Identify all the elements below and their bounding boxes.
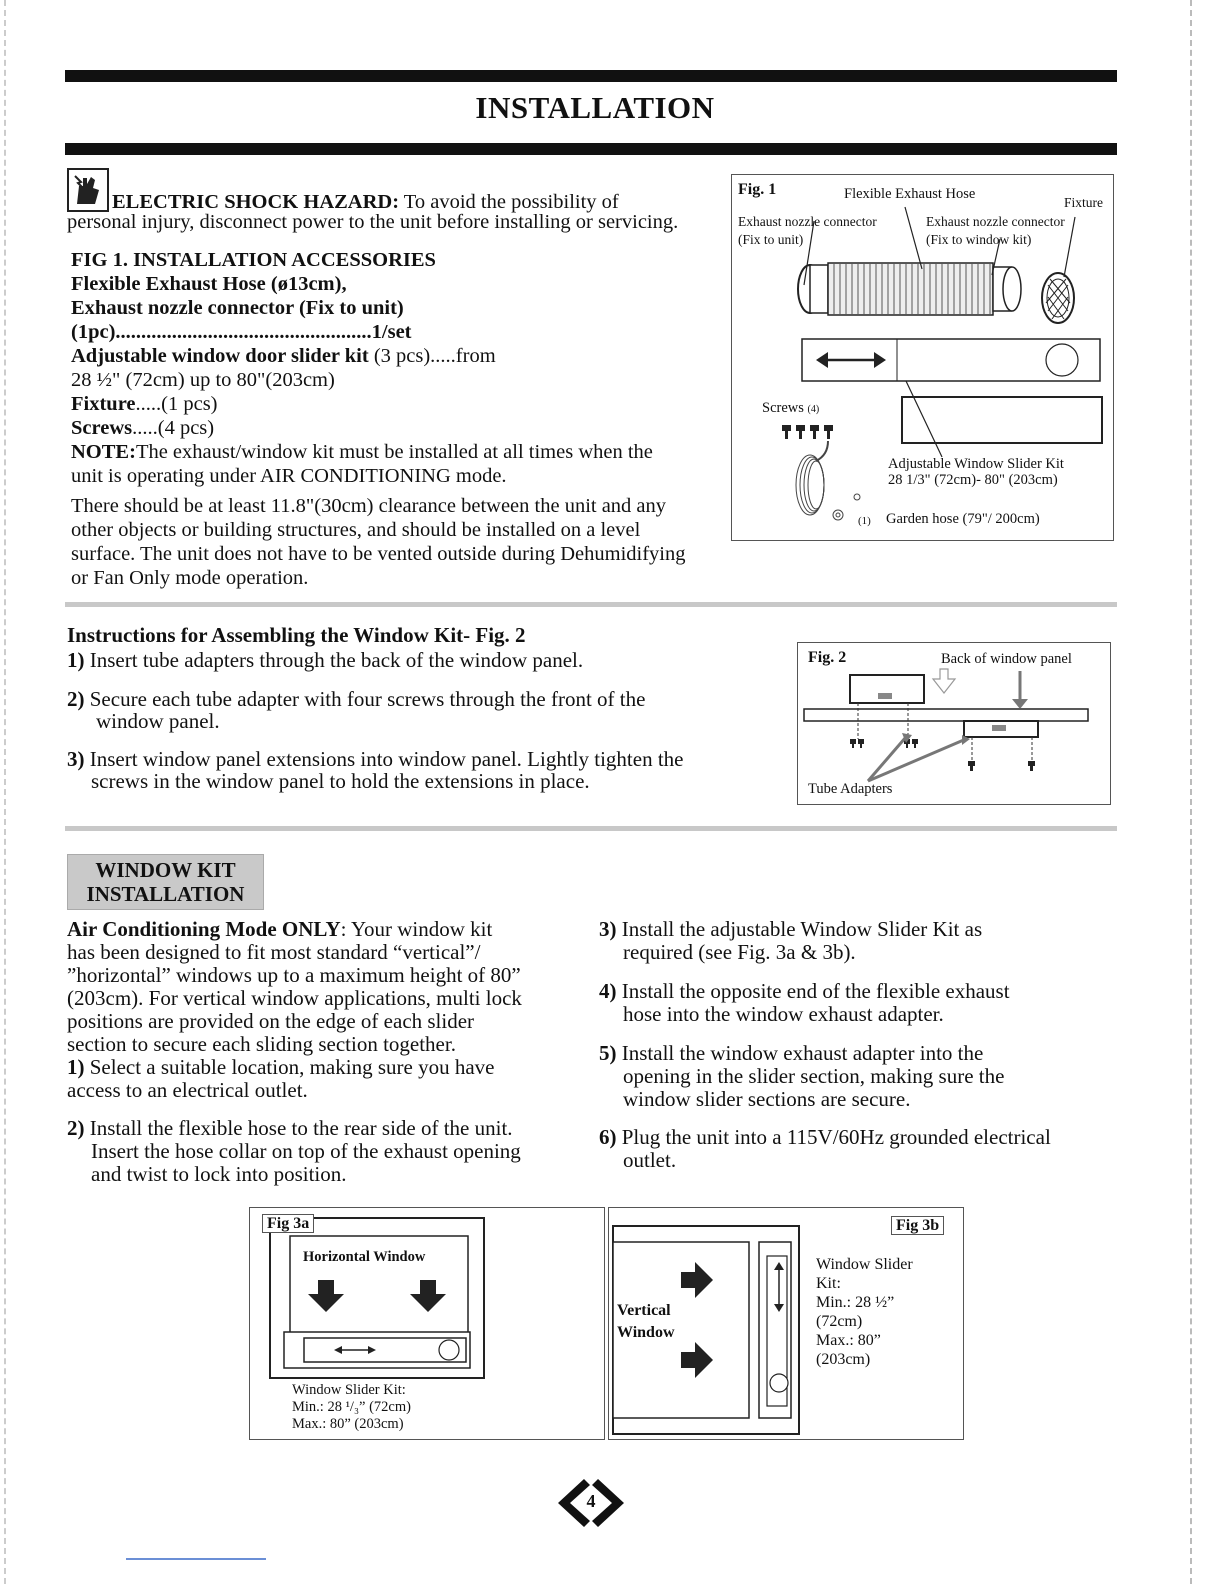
- fig3b-title: [617, 1300, 675, 1344]
- step-number: 3): [599, 917, 617, 941]
- step-line: and twist to lock into position.: [91, 1162, 347, 1186]
- fig1-nozzle-unit-label: Exhaust nozzle connector: [738, 214, 877, 229]
- accessory-nozzle-qty: (1pc)..................................................1/set: [71, 321, 412, 343]
- page-edge-right: [1190, 0, 1192, 1584]
- fig3b-label: Fig 3b: [891, 1216, 944, 1235]
- page-edge-left: [4, 0, 6, 1584]
- fig3b-kit-line: Window Slider: [816, 1256, 913, 1273]
- hazard-text: To avoid the possibility of: [399, 191, 619, 213]
- garden-hose-icon: [796, 441, 860, 520]
- assembly-step-2: [67, 688, 645, 711]
- fig2-tube-adapters-label: Tube Adapters: [808, 781, 893, 797]
- window-kit-heading-line2: INSTALLATION: [86, 882, 245, 906]
- top-rule: [65, 70, 1117, 82]
- intro-line: section to secure each sliding section together.: [67, 1032, 456, 1056]
- fig1-fixture-label: Fixture: [1064, 195, 1103, 210]
- step-text: Plug the unit into a 115V/60Hz grounded electrical: [616, 1125, 1051, 1149]
- fig3a-title: Horizontal Window: [303, 1249, 426, 1265]
- assembly-heading: Instructions for Assembling the Window Kit- Fig. 2: [67, 623, 526, 647]
- step-number: 1): [67, 1055, 85, 1079]
- assembly-step-3: [67, 748, 683, 771]
- fixture-label: Fixture: [71, 393, 136, 415]
- section-divider: [65, 602, 1117, 607]
- step-number: 5): [599, 1041, 617, 1065]
- electric-shock-warning-icon: [67, 168, 109, 212]
- flexible-hose-icon: [798, 263, 1021, 315]
- step-line: hose into the window exhaust adapter.: [623, 1002, 944, 1026]
- window-kit-step-3: [599, 918, 982, 941]
- step-text: Install the window exhaust adapter into the: [616, 1041, 984, 1065]
- note-line2: unit is operating under AIR CONDITIONING mode.: [71, 465, 507, 487]
- fig1-nozzle-window-note: (Fix to window kit): [926, 232, 1032, 247]
- fig1-nozzle-window-label: Exhaust nozzle connector: [926, 214, 1065, 229]
- step-text: Secure each tube adapter with four screws through the front of the: [89, 687, 646, 711]
- assembly-step-2-cont: window panel.: [96, 709, 220, 733]
- fig1-screws-count: (4): [807, 404, 820, 415]
- page-number-badge: [554, 1477, 628, 1531]
- step-line: outlet.: [623, 1148, 677, 1172]
- step-line: Insert the hose collar on top of the exhaust opening: [91, 1139, 521, 1163]
- note-line1: [71, 440, 653, 464]
- step-text: Insert tube adapters through the back of the window panel.: [89, 648, 584, 672]
- hazard-heading: ELECTRIC SHOCK HAZARD:: [112, 191, 400, 213]
- note-label: NOTE:: [71, 441, 136, 463]
- window-kit-heading: [67, 854, 264, 910]
- clearance-line: There should be at least 11.8"(30cm) clearance between the unit and any: [71, 495, 667, 517]
- fig1-slider-kit-range: 28 1/3" (72cm)- 80" (203cm): [888, 472, 1058, 488]
- step-text: Insert window panel extensions into window panel. Lightly tighten the: [89, 747, 684, 771]
- fig1-label: Fig. 1: [738, 181, 777, 198]
- step-number: 2): [67, 687, 85, 711]
- intro-line: has been designed to fit most standard “vertical”/: [67, 940, 481, 964]
- slider-kit-icon: [802, 339, 1102, 457]
- fig3a-diagram: [249, 1207, 605, 1440]
- fig3b-kit-line: (203cm): [816, 1351, 871, 1368]
- window-kit-step-2: [67, 1117, 513, 1140]
- screws-icon: [782, 425, 833, 439]
- step-line: access to an electrical outlet.: [67, 1078, 308, 1102]
- step-line: opening in the slider section, making sure the: [623, 1064, 1005, 1088]
- screws-label: Screws: [71, 417, 133, 439]
- window-kit-heading-line1: WINDOW KIT: [95, 858, 236, 882]
- fixture-qty: .....(1 pcs): [135, 393, 218, 415]
- fig2-back-panel-label: Back of window panel: [941, 651, 1072, 667]
- accessories-heading: FIG 1. INSTALLATION ACCESSORIES: [71, 249, 436, 271]
- step-number: 4): [599, 979, 617, 1003]
- fig3a-kit-min: Min.: 28 ¹/₃” (72cm): [292, 1399, 411, 1415]
- accessory-fixture: [71, 392, 218, 416]
- fig1-screws-label: [762, 400, 819, 418]
- slider-qty: (3 pcs).....from: [368, 345, 496, 367]
- step-number: 2): [67, 1116, 85, 1140]
- fig3a-kit-max: Max.: 80” (203cm): [292, 1416, 404, 1432]
- accessory-slider: [71, 344, 496, 368]
- accessory-slider-range: 28 ½" (72cm) up to 80"(203cm): [71, 369, 335, 391]
- fig3b-kit-line: Max.: 80”: [816, 1332, 881, 1349]
- fig3b-kit-line: (72cm): [816, 1313, 863, 1330]
- window-kit-step-1: [67, 1056, 494, 1079]
- accessory-screws: [71, 416, 214, 440]
- accessory-nozzle: Exhaust nozzle connector (Fix to unit): [71, 297, 404, 319]
- fig1-nozzle-unit-note: (Fix to unit): [738, 232, 804, 247]
- fixture-icon: [1042, 273, 1074, 323]
- clearance-line: surface. The unit does not have to be vented outside during Dehumidifying: [71, 543, 686, 565]
- step-number: 1): [67, 648, 85, 672]
- section-divider: [65, 826, 1117, 831]
- step-text: Install the adjustable Window Slider Kit as: [616, 917, 983, 941]
- title-rule: [65, 143, 1117, 155]
- clearance-line: or Fan Only mode operation.: [71, 567, 309, 589]
- fig1-hose-count: (1): [858, 515, 871, 527]
- screws-qty: .....(4 pcs): [132, 417, 215, 439]
- intro-line: ”horizontal” windows up to a maximum height of 80”: [67, 963, 521, 987]
- intro-label: Air Conditioning Mode ONLY: [67, 917, 341, 941]
- window-kit-intro: [67, 918, 492, 941]
- intro-line: positions are provided on the edge of each slider: [67, 1009, 475, 1033]
- fig3a-kit-label: Window Slider Kit:: [292, 1382, 406, 1398]
- step-number: 6): [599, 1125, 617, 1149]
- fig1-flexible-hose-label: Flexible Exhaust Hose: [844, 186, 976, 202]
- page-number: 4: [586, 1491, 596, 1511]
- note-text: The exhaust/window kit must be installed at all times when the: [135, 441, 653, 463]
- window-kit-step-5: [599, 1042, 983, 1065]
- intro-text: : Your window kit: [340, 917, 493, 941]
- intro-line: (203cm). For vertical window applications, multi lock: [67, 986, 522, 1010]
- slider-label: Adjustable window door slider kit: [71, 345, 369, 367]
- step-line: required (see Fig. 3a & 3b).: [623, 940, 856, 964]
- fig1-diagram: [731, 174, 1114, 541]
- fig3b-kit-line: Kit:: [816, 1275, 841, 1292]
- fig3b-title-line1: Vertical: [617, 1302, 671, 1319]
- hazard-line2: personal injury, disconnect power to the unit before installing or servicing.: [67, 211, 679, 233]
- footer-rule: [126, 1558, 266, 1560]
- page-title: INSTALLATION: [475, 90, 715, 125]
- step-text: Install the flexible hose to the rear side of the unit.: [84, 1116, 513, 1140]
- fig1-screws-text: Screws: [762, 400, 804, 416]
- shock-hand-icon: [69, 170, 107, 210]
- fig3b-title-line2: Window: [617, 1324, 675, 1341]
- fig3a-label: Fig 3a: [262, 1214, 314, 1233]
- step-line: window slider sections are secure.: [623, 1087, 911, 1111]
- fig1-slider-kit-label: Adjustable Window Slider Kit: [888, 456, 1064, 472]
- step-text: Select a suitable location, making sure you have: [84, 1055, 495, 1079]
- fig2-label: Fig. 2: [808, 649, 847, 666]
- fig1-garden-hose-label: Garden hose (79"/ 200cm): [886, 511, 1040, 527]
- assembly-step-3-cont: screws in the window panel to hold the extensions in place.: [91, 769, 590, 793]
- clearance-line: other objects or building structures, and should be installed on a level: [71, 519, 641, 541]
- window-kit-step-4: [599, 980, 1010, 1003]
- fig3b-kit-info: [816, 1255, 913, 1369]
- window-kit-step-6: [599, 1126, 1051, 1149]
- fig3b-diagram: [608, 1207, 964, 1440]
- step-text: Install the opposite end of the flexible exhaust: [616, 979, 1010, 1003]
- assembly-step-1: [67, 649, 583, 672]
- accessory-hose: Flexible Exhaust Hose (ø13cm),: [71, 273, 347, 295]
- fig2-diagram: [797, 642, 1111, 805]
- fig3b-kit-line: Min.: 28 ½”: [816, 1294, 895, 1311]
- step-number: 3): [67, 747, 85, 771]
